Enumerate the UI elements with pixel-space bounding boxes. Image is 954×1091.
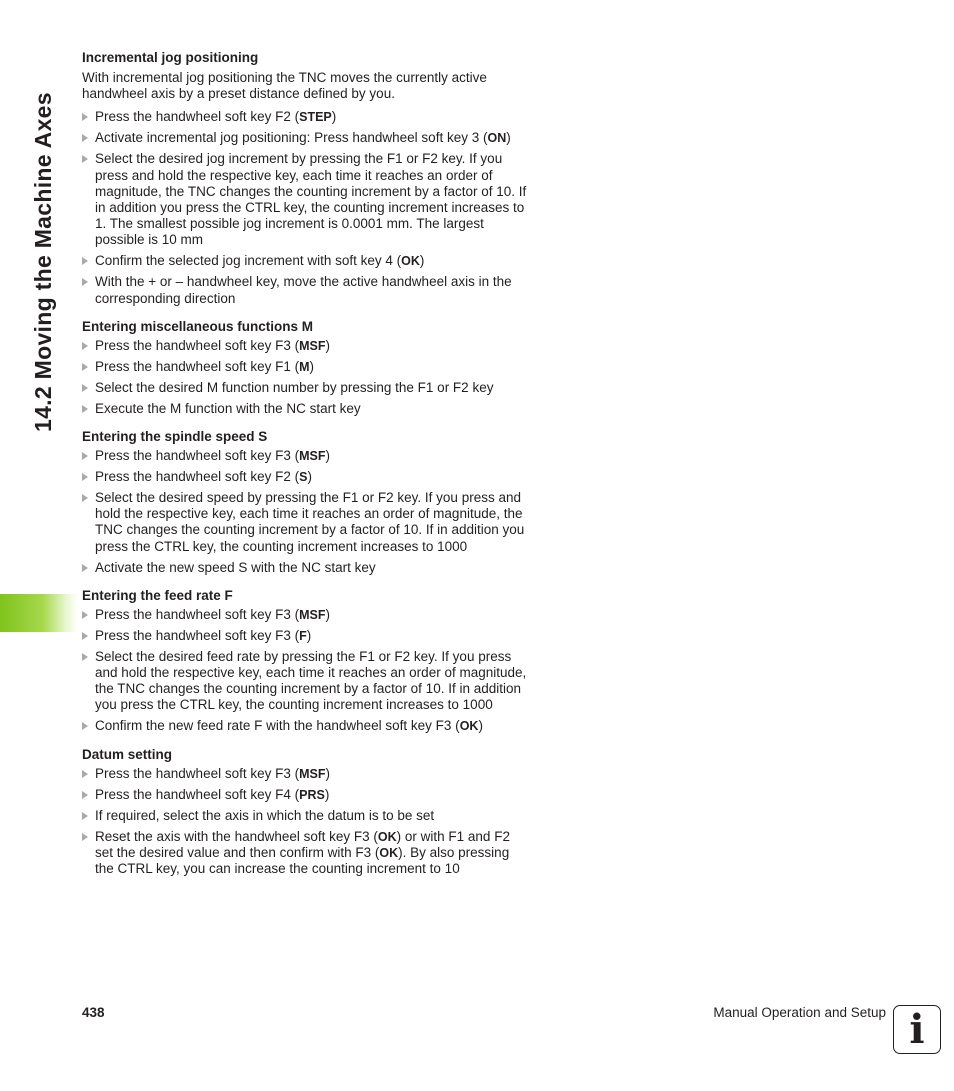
list-item <box>82 469 530 485</box>
item-text: Press the handwheel soft key F3 ( <box>95 606 300 622</box>
item-text: Press the handwheel soft key F3 ( <box>95 627 300 643</box>
item-text: Select the desired feed rate by pressing the F1 or F2 key. If you press and hold the respective key, each time it reaches an order of magnitude, the TNC changes the counting increment by a factor of 10. If in addition you press the CTRL key, the counting increment increases to 1000 <box>95 648 527 713</box>
list-item <box>82 787 530 803</box>
item-text: ) <box>324 786 330 802</box>
triangle-right-icon <box>82 363 88 371</box>
main-content <box>82 49 530 882</box>
item-text: Press the handwheel soft key F3 ( <box>95 337 300 353</box>
item-text: Activate the new speed S with the NC start key <box>95 559 376 575</box>
list-item <box>82 448 530 464</box>
item-text: Press the handwheel soft key F2 ( <box>95 109 300 125</box>
list-item <box>82 628 530 644</box>
list-item <box>82 490 530 555</box>
list-item <box>82 560 530 576</box>
item-text: Press the handwheel soft key F4 ( <box>95 786 300 802</box>
content-section <box>82 428 530 576</box>
content-section <box>82 318 530 417</box>
list-item <box>82 718 530 734</box>
section-heading: Entering miscellaneous functions M <box>82 318 314 334</box>
list-item <box>82 808 530 824</box>
item-text: ) <box>325 448 330 464</box>
content-section <box>82 746 530 878</box>
soft-key-label: MSF <box>299 338 326 353</box>
triangle-right-icon <box>82 384 88 392</box>
triangle-right-icon <box>82 632 88 640</box>
list-item <box>82 401 530 417</box>
section-heading: Entering the feed rate F <box>82 587 233 603</box>
triangle-right-icon <box>82 405 88 413</box>
triangle-right-icon <box>82 653 88 661</box>
item-text: Press the handwheel soft key F1 ( <box>95 358 300 374</box>
list-item <box>82 607 530 623</box>
item-text: ) <box>325 606 330 622</box>
list-item <box>82 380 530 396</box>
list-item <box>82 766 530 782</box>
triangle-right-icon <box>82 452 88 460</box>
item-text: Select the desired jog increment by pressing the F1 or F2 key. If you press and hold the respective key, each time it reaches an order of magnitude, the TNC changes the counting increment by a factor of 10. If in addition you press the CTRL key, the counting increment increases to 1. The smallest possible jog increment is 0.0001 mm. The largest possible is 10 mm <box>95 151 527 248</box>
list-item <box>82 253 530 269</box>
item-text: With the + or – handwheel key, move the active handwheel axis in the corresponding direction <box>95 274 512 306</box>
section-heading: Datum setting <box>82 746 173 762</box>
triangle-right-icon <box>82 342 88 350</box>
triangle-right-icon <box>82 473 88 481</box>
list-item <box>82 130 530 146</box>
soft-key-label: OK <box>377 829 397 844</box>
soft-key-label: S <box>299 470 308 485</box>
step-list <box>82 109 530 306</box>
soft-key-label: PRS <box>299 787 325 802</box>
list-item <box>82 151 530 248</box>
item-text: If required, select the axis in which the datum is to be set <box>95 807 435 823</box>
content-section <box>82 49 530 307</box>
item-text: Activate incremental jog positioning: Press handwheel soft key 3 ( <box>95 130 488 146</box>
soft-key-label: STEP <box>299 110 332 125</box>
section-intro: With incremental jog positioning the TNC moves the currently active handwheel axis by a preset distance defined by you. <box>82 70 487 102</box>
soft-key-label: OK <box>459 719 479 734</box>
item-text: Press the handwheel soft key F2 ( <box>95 469 300 485</box>
item-text: ) <box>331 109 337 125</box>
triangle-right-icon <box>82 134 88 142</box>
item-text: Select the desired speed by pressing the F1 or F2 key. If you press and hold the respective key, each time it reaches an order of magnitude, the TNC changes the counting increment by a factor of 10. If in addition you press the CTRL key, the counting increment increases to 1000 <box>95 490 525 554</box>
triangle-right-icon <box>82 770 88 778</box>
chapter-tab-marker <box>0 594 78 632</box>
page-number: 438 <box>82 1005 105 1020</box>
list-item <box>82 109 530 125</box>
triangle-right-icon <box>82 791 88 799</box>
triangle-right-icon <box>82 812 88 820</box>
step-list <box>82 338 530 417</box>
side-chapter-title: 14.2 Moving the Machine Axes <box>30 92 56 432</box>
triangle-right-icon <box>82 611 88 619</box>
triangle-right-icon <box>82 494 88 502</box>
item-text: ) <box>306 627 312 643</box>
step-list <box>82 448 530 576</box>
section-heading: Incremental jog positioning <box>82 50 259 65</box>
step-list <box>82 766 530 878</box>
triangle-right-icon <box>82 155 88 163</box>
item-text: ) <box>325 765 330 781</box>
triangle-right-icon <box>82 278 88 286</box>
soft-key-label: M <box>299 359 310 374</box>
list-item <box>82 338 530 354</box>
triangle-right-icon <box>82 722 88 730</box>
triangle-right-icon <box>82 564 88 572</box>
item-text: ) <box>419 253 425 269</box>
item-text: Press the handwheel soft key F3 ( <box>95 765 300 781</box>
triangle-right-icon <box>82 833 88 841</box>
section-heading: Entering the spindle speed S <box>82 429 268 445</box>
item-text: ) <box>478 718 483 734</box>
item-text: ) or with F1 and F2 set the desired value and then confirm with F3 ( <box>95 828 510 860</box>
item-text: ) <box>307 469 312 485</box>
list-item <box>82 359 530 375</box>
soft-key-label: MSF <box>299 449 326 464</box>
list-item <box>82 829 530 878</box>
item-text: Confirm the new feed rate F with the handwheel soft key F3 ( <box>95 718 460 734</box>
triangle-right-icon <box>82 257 88 265</box>
soft-key-label: OK <box>379 845 399 860</box>
item-text: ). By also pressing the CTRL key, you can increase the counting increment to 10 <box>95 844 510 877</box>
item-text: Reset the axis with the handwheel soft key F3 ( <box>95 828 378 844</box>
item-text: ) <box>325 337 330 353</box>
info-icon: i <box>893 1005 941 1054</box>
item-text: Execute the M function with the NC start key <box>95 400 361 416</box>
item-text: ) <box>309 358 315 374</box>
soft-key-label: MSF <box>299 766 326 781</box>
soft-key-label: ON <box>487 131 507 146</box>
item-text: Confirm the selected jog increment with soft key 4 ( <box>95 253 402 269</box>
triangle-right-icon <box>82 113 88 121</box>
step-list <box>82 607 530 735</box>
item-text: Select the desired M function number by pressing the F1 or F2 key <box>95 379 494 395</box>
soft-key-label: MSF <box>299 607 326 622</box>
list-item <box>82 649 530 714</box>
item-text: Press the handwheel soft key F3 ( <box>95 448 300 464</box>
item-text: ) <box>506 130 511 146</box>
content-section <box>82 587 530 735</box>
soft-key-label: OK <box>401 254 420 269</box>
list-item <box>82 274 530 306</box>
footer-chapter-title: Manual Operation and Setup <box>713 1005 886 1020</box>
soft-key-label: F <box>299 628 307 643</box>
